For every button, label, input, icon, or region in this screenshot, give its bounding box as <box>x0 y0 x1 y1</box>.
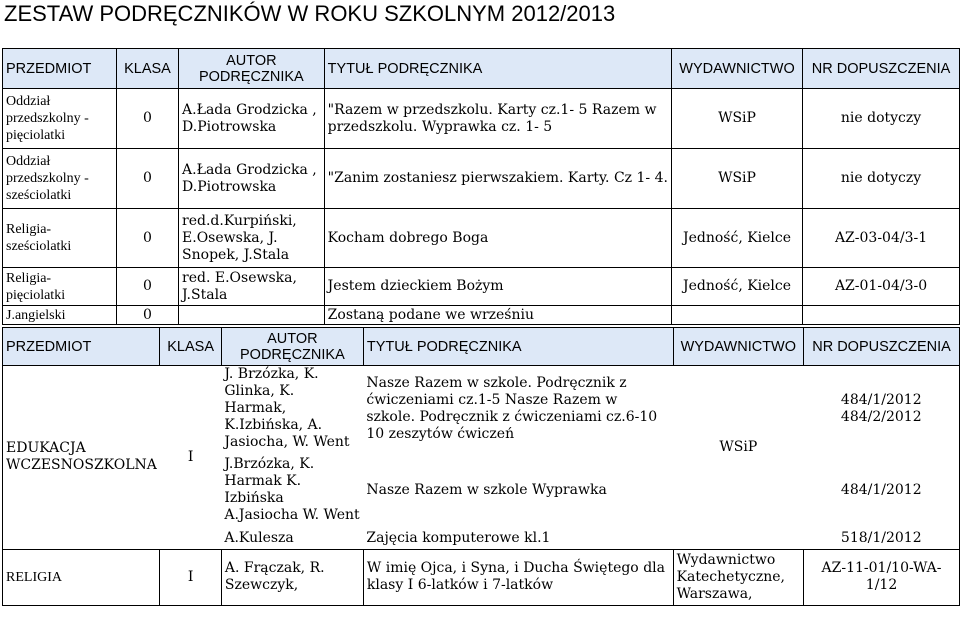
cell-autor: red.d.Kurpiński, E.Osewska, J. Snopek, J.Stala <box>179 209 325 268</box>
cell-przedmiot: J.angielski <box>3 306 117 325</box>
textbook-table-preschool <box>2 48 960 325</box>
cell-tytul: Nasze Razem w szkole. Podręcznik z ćwiczeniami cz.1-5 Nasze Razem w szkole. Podręcznik z ćwiczeniami cz.6-10 10 zeszytów ćwiczeń <box>366 374 658 442</box>
cell-tytul: Kocham dobrego Boga <box>324 209 671 268</box>
cell-tytul: "Razem w przedszkolu. Karty cz.1- 5 Razem w przedszkolu. Wyprawka cz. 1- 5 <box>324 89 671 149</box>
header-nr: NR DOPUSZCZENIA <box>803 49 960 89</box>
cell-wydawnictwo: Jedność, Kielce <box>671 209 802 268</box>
header-autor: AUTOR PODRĘCZNIKA <box>221 328 363 366</box>
table-header-row <box>3 328 960 366</box>
cell-wydawnictwo-empty <box>673 529 803 549</box>
header-klasa: KLASA <box>160 328 221 366</box>
cell-autor: red. E.Osewska, J.Stala <box>179 268 325 306</box>
table-row <box>3 149 960 209</box>
cell-wydawnictwo: WSiP <box>719 439 758 455</box>
cell-tytul: Nasze Razem w szkole Wyprawka <box>366 481 607 498</box>
cell-nr: 518/1/2012 <box>804 529 960 549</box>
cell-wydawnictwo <box>671 306 802 325</box>
cell-autor: A.Łada Grodzicka , D.Piotrowska <box>179 149 325 209</box>
cell-autor: J.Brzózka, K. Harmak K. Izbińska A.Jasiocha W. Went <box>224 456 360 523</box>
cell-autor: A.Kulesza <box>224 530 294 547</box>
cell-przedmiot: Religia- sześciolatki <box>3 209 117 268</box>
cell-tytul: Zajęcia komputerowe kl.1 <box>366 530 551 547</box>
table-row <box>3 268 960 306</box>
cell-klasa: I <box>187 448 194 465</box>
cell-autor: A. Frączak, R. Szewczyk, <box>221 549 363 605</box>
cell-klasa: 0 <box>116 149 178 209</box>
cell-przedmiot: Oddział przedszkolny - sześciolatki <box>3 149 117 209</box>
header-przedmiot: PRZEDMIOT <box>3 328 160 366</box>
page-title: ZESTAW PODRĘCZNIKÓW W ROKU SZKOLNYM 2012/2013 <box>4 1 616 26</box>
cell-klasa: 0 <box>116 209 178 268</box>
header-autor: AUTOR PODRĘCZNIKA <box>179 49 325 89</box>
cell-klasa: 0 <box>116 268 178 306</box>
cell-przedmiot: RELIGIA <box>3 549 160 605</box>
cell-nr: 484/1/2012 <box>804 451 960 529</box>
header-wydawnictwo: WYDAWNICTWO <box>673 328 803 366</box>
cell-wydawnictwo: Wydawnictwo Katechetyczne, Warszawa, <box>673 549 803 605</box>
table-row <box>3 209 960 268</box>
cell-autor: J. Brzózka, K. Glinka, K. Harmak, K.Izbińska, A. Jasiocha, W. Went <box>224 366 350 450</box>
cell-nr <box>803 306 960 325</box>
header-nr: NR DOPUSZCZENIA <box>804 328 960 366</box>
cell-klasa: I <box>160 549 221 605</box>
cell-nr: 484/1/2012 484/2/2012 <box>804 366 960 452</box>
cell-nr: AZ-01-04/3-0 <box>803 268 960 306</box>
cell-autor <box>179 306 325 325</box>
cell-przedmiot: Religia- pięciolatki <box>3 268 117 306</box>
table-header-row <box>3 49 960 89</box>
cell-wydawnictwo: WSiP <box>671 149 802 209</box>
table-row <box>3 549 960 605</box>
textbook-table-grade1 <box>2 327 960 606</box>
header-tytul: TYTUŁ PODRĘCZNIKA <box>363 328 673 366</box>
header-przedmiot: PRZEDMIOT <box>3 49 117 89</box>
cell-nr: AZ-03-04/3-1 <box>803 209 960 268</box>
cell-autor: A.Łada Grodzicka , D.Piotrowska <box>179 89 325 149</box>
table-row <box>3 366 960 452</box>
cell-wydawnictwo: Jedność, Kielce <box>671 268 802 306</box>
table-row <box>3 89 960 149</box>
table-row <box>3 306 960 325</box>
cell-tytul: Zostaną podane we wrześniu <box>324 306 671 325</box>
cell-nr: nie dotyczy <box>803 149 960 209</box>
cell-tytul: "Zanim zostaniesz pierwszakiem. Karty. Cz 1- 4. <box>324 149 671 209</box>
header-klasa: KLASA <box>116 49 178 89</box>
cell-przedmiot: EDUKACJA WCZESNOSZKOLNA <box>3 366 160 550</box>
cell-klasa: 0 <box>116 306 178 325</box>
header-wydawnictwo: WYDAWNICTWO <box>671 49 802 89</box>
cell-wydawnictwo: WSiP <box>671 89 802 149</box>
header-tytul: TYTUŁ PODRĘCZNIKA <box>324 49 671 89</box>
cell-nr: AZ-11-01/10-WA-1/12 <box>804 549 960 605</box>
cell-tytul: W imię Ojca, i Syna, i Ducha Świętego dla klasy I 6-latków i 7-latków <box>363 549 673 605</box>
cell-klasa: 0 <box>116 89 178 149</box>
cell-przedmiot: Oddział przedszkolny - pięciolatki <box>3 89 117 149</box>
cell-tytul: Jestem dzieckiem Bożym <box>324 268 671 306</box>
cell-nr: nie dotyczy <box>803 89 960 149</box>
